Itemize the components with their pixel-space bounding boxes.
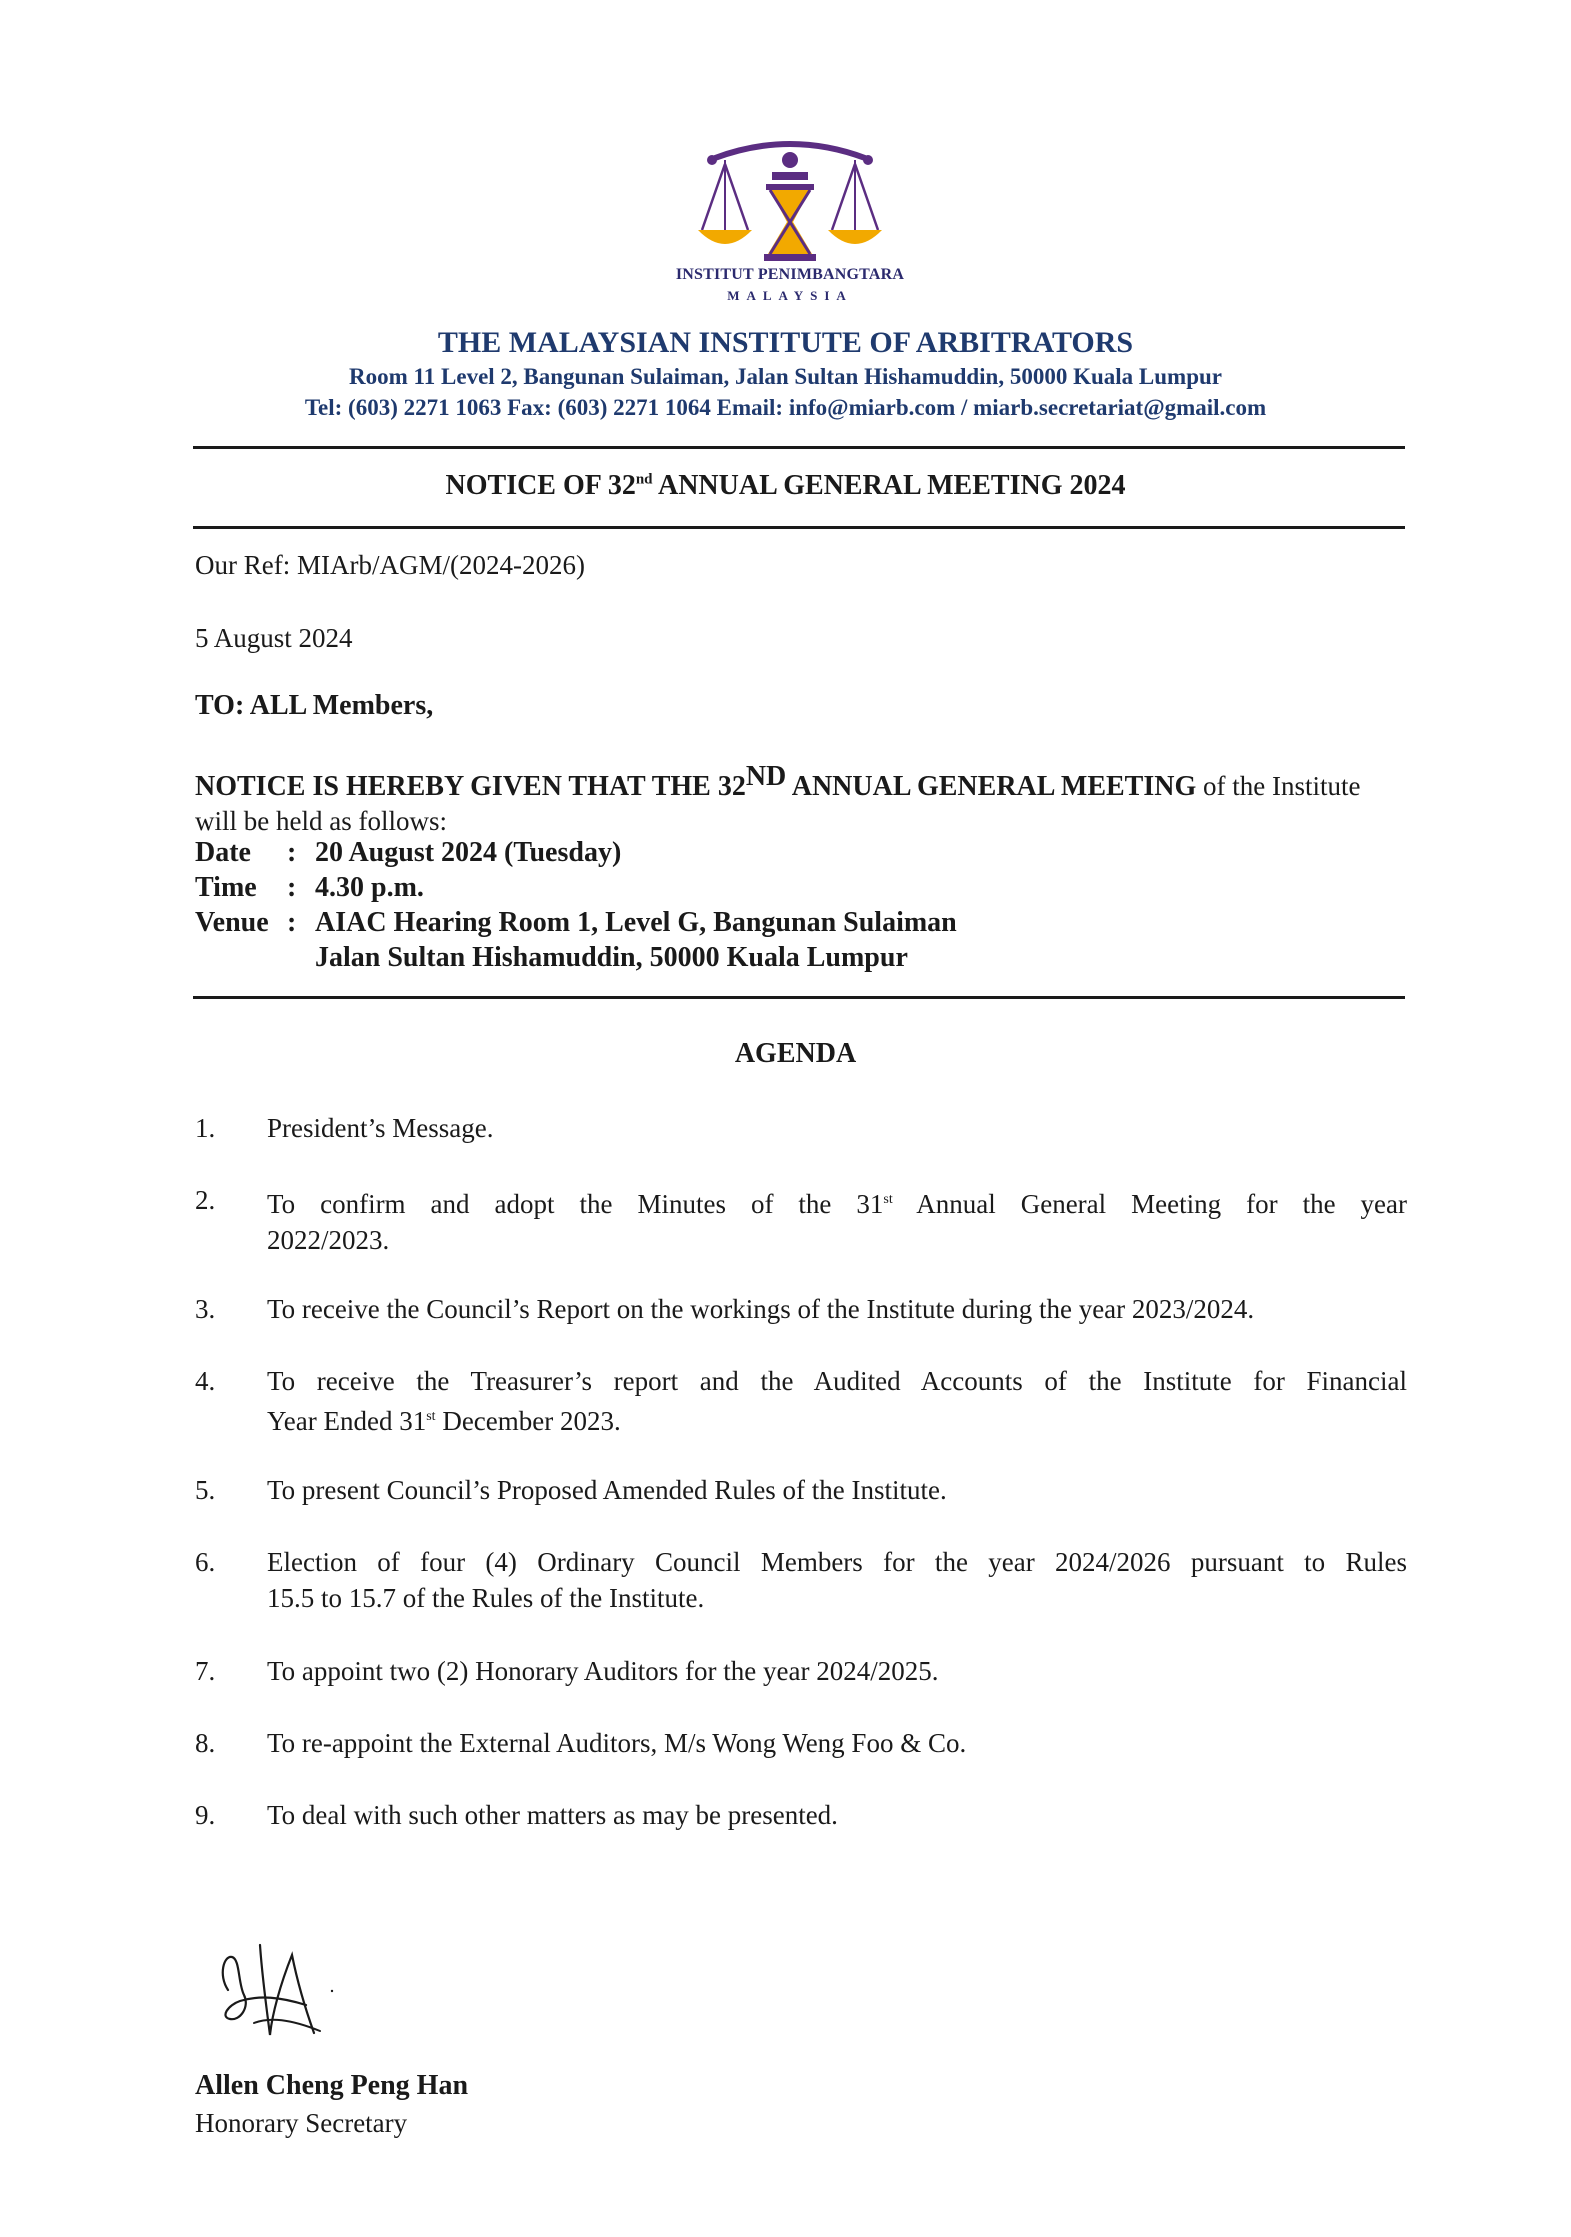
logo-arc-end-left xyxy=(707,155,717,165)
divider-below-title xyxy=(193,526,1405,529)
notice-title xyxy=(0,470,1571,502)
agenda-item-text xyxy=(267,1363,1407,1439)
meeting-date-label: Date xyxy=(195,837,251,868)
agenda-item-text xyxy=(267,1182,1407,1258)
agenda-item-number: 1. xyxy=(195,1113,216,1143)
handwritten-signature xyxy=(210,1935,350,2055)
notice-bold-prefix: NOTICE IS HEREBY GIVEN THAT THE 32 xyxy=(195,771,746,802)
agenda-item xyxy=(195,1291,1407,1327)
signatory-name: Allen Cheng Peng Han xyxy=(195,2070,469,2101)
agenda-item-number: 6. xyxy=(195,1547,216,1577)
meeting-date-colon: : xyxy=(287,837,297,868)
logo-left-string-a xyxy=(702,164,725,230)
notice-tail: of the Institute will be held as follows: xyxy=(195,771,1361,836)
meeting-time-label: Time xyxy=(195,872,257,903)
agenda-item-text xyxy=(267,1544,1407,1616)
logo-left-string-b xyxy=(725,164,748,230)
agenda-item xyxy=(195,1363,1407,1439)
meeting-venue-line2: Jalan Sultan Hishamuddin, 50000 Kuala Lumpur xyxy=(315,942,908,973)
agenda-item xyxy=(195,1544,1407,1616)
agenda-item-part: December 2023. xyxy=(435,1406,621,1436)
notice-title-prefix: NOTICE OF 32 xyxy=(445,470,636,501)
agenda-item-number: 8. xyxy=(195,1728,216,1758)
meeting-time-colon: : xyxy=(287,872,297,903)
meeting-venue-label: Venue xyxy=(195,907,269,938)
agenda-item-number: 4. xyxy=(195,1366,216,1396)
meeting-venue-row xyxy=(195,906,957,940)
divider-top xyxy=(193,446,1405,449)
logo-head xyxy=(782,152,798,168)
logo-hourglass-base xyxy=(764,254,816,261)
agenda-item-sup: st xyxy=(883,1192,893,1207)
agenda-item-text: To receive the Council’s Report on the workings of the Institute during the year 2023/2024. xyxy=(267,1294,1255,1324)
agenda-item xyxy=(195,1725,1407,1761)
agenda-item-number: 5. xyxy=(195,1475,216,1505)
notice-paragraph xyxy=(195,760,1407,838)
addressee: TO: ALL Members, xyxy=(195,690,434,721)
logo-left-pan xyxy=(698,230,752,244)
agenda-item-number: 3. xyxy=(195,1294,216,1324)
meeting-time-row xyxy=(195,871,424,905)
logo-hourglass-upper xyxy=(770,190,810,222)
notice-title-sup: nd xyxy=(635,471,653,488)
agenda-item-number: 7. xyxy=(195,1656,216,1686)
organisation-contact: Tel: (603) 2271 1063 Fax: (603) 2271 1064 Email: info@miarb.com / miarb.secretariat@gmail.com xyxy=(304,395,1267,420)
agenda-item-line: Election of four (4) Ordinary Council Members for the year 2024/2026 pursuant to Rules xyxy=(267,1547,1407,1577)
agenda-item-text: To deal with such other matters as may be presented. xyxy=(267,1800,838,1830)
divider-before-agenda xyxy=(193,996,1405,999)
logo-right-pan xyxy=(828,230,882,244)
meeting-date-row xyxy=(195,836,621,870)
logo-hourglass-top xyxy=(766,184,814,190)
organisation-address: Room 11 Level 2, Bangunan Sulaiman, Jalan Sultan Hishamuddin, 50000 Kuala Lumpur xyxy=(349,364,1222,389)
logo-text-line1: INSTITUT PENIMBANGTARA xyxy=(675,266,905,283)
logo-text-line2: MALAYSIA xyxy=(727,288,853,303)
logo-right-string-b xyxy=(855,164,878,230)
agenda-item xyxy=(195,1472,1407,1508)
letter-date: 5 August 2024 xyxy=(195,623,353,653)
logo-right-string-a xyxy=(832,164,855,230)
notice-title-suffix: ANNUAL GENERAL MEETING 2024 xyxy=(652,470,1126,501)
agenda-title: AGENDA xyxy=(734,1038,857,1069)
agenda-item xyxy=(195,1182,1407,1258)
organisation-name: THE MALAYSIAN INSTITUTE OF ARBITRATORS xyxy=(437,326,1134,359)
agenda-item-part: To confirm and adopt the Minutes of the 31 xyxy=(267,1189,884,1219)
notice-bold-suffix: ANNUAL GENERAL MEETING xyxy=(786,771,1197,802)
our-reference: Our Ref: MIArb/AGM/(2024-2026) xyxy=(195,550,585,580)
agenda-item-text: To present Council’s Proposed Amended Rules of the Institute. xyxy=(267,1475,947,1505)
logo-book xyxy=(772,172,808,180)
meeting-time-value: 4.30 p.m. xyxy=(315,872,424,903)
agenda-item xyxy=(195,1110,1407,1146)
agenda-item xyxy=(195,1653,1407,1689)
agenda-item-line xyxy=(267,1182,1407,1222)
agenda-item-sup: st xyxy=(426,1409,436,1424)
signatory-title: Honorary Secretary xyxy=(195,2108,408,2138)
agenda-item-text: President’s Message. xyxy=(267,1113,494,1143)
agenda-item xyxy=(195,1797,1407,1833)
meeting-venue-line1: AIAC Hearing Room 1, Level G, Bangunan Sulaiman xyxy=(315,907,957,938)
meeting-venue-colon: : xyxy=(287,907,297,938)
agenda-item-text: To appoint two (2) Honorary Auditors for the year 2024/2025. xyxy=(267,1656,939,1686)
agenda-item-number: 9. xyxy=(195,1800,216,1830)
notice-bold-sup: ND xyxy=(745,761,787,792)
agenda-item-line: To receive the Treasurer’s report and the Audited Accounts of the Institute for Financial xyxy=(267,1366,1407,1396)
agenda-item-part: 15.5 to 15.7 of the Rules of the Institute. xyxy=(267,1583,705,1613)
logo-arc-end-right xyxy=(863,155,873,165)
meeting-date-value: 20 August 2024 (Tuesday) xyxy=(315,837,622,868)
agenda-item-part: 2022/2023. xyxy=(267,1225,390,1255)
agenda-item-part: Annual General Meeting for the year xyxy=(892,1189,1408,1219)
agenda-item-text: To re-appoint the External Auditors, M/s Wong Weng Foo & Co. xyxy=(267,1728,967,1758)
agenda-item-part: Year Ended 31 xyxy=(267,1406,427,1436)
agenda-item-number: 2. xyxy=(195,1185,216,1215)
